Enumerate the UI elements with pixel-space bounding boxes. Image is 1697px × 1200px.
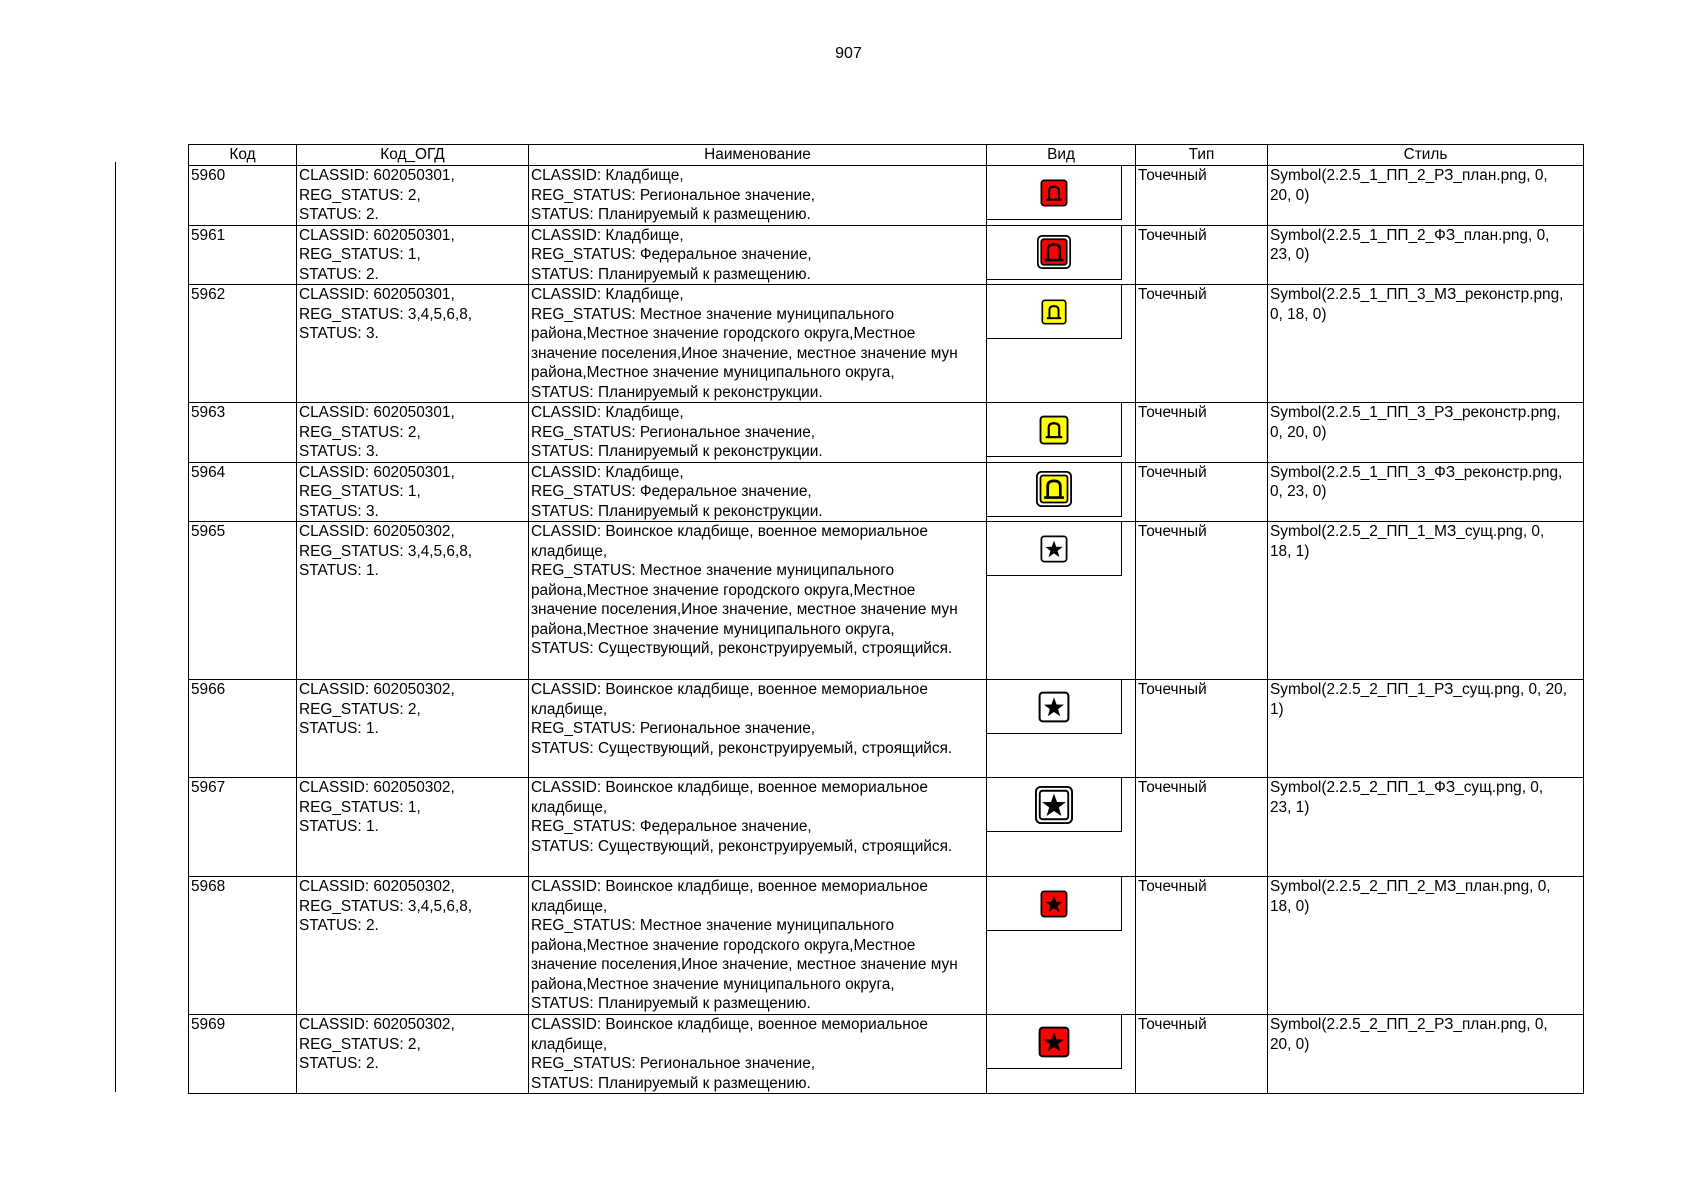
ogd-code-cell: CLASSID: 602050301, REG_STATUS: 2, STATUS: 3. bbox=[297, 403, 529, 463]
symbol-preview-box bbox=[987, 522, 1122, 576]
symbol-preview-box bbox=[987, 1015, 1122, 1069]
ogd-code-cell: CLASSID: 602050302, REG_STATUS: 3,4,5,6,8, STATUS: 1. bbox=[297, 522, 529, 680]
column-header-name: Наименование bbox=[529, 145, 987, 166]
view-cell bbox=[987, 522, 1136, 680]
name-cell: CLASSID: Воинское кладбище, военное мемориальное кладбище, REG_STATUS: Местное значение муниципального района,Местное значение городского округа,Местное значение поселения,Иное значение, местное значение мун района,Местное значение муниципального округа, STATUS: Планируемый к размещению. bbox=[529, 877, 987, 1015]
ogd-code-cell: CLASSID: 602050302, REG_STATUS: 3,4,5,6,8, STATUS: 2. bbox=[297, 877, 529, 1015]
type-cell: Точечный bbox=[1136, 225, 1268, 285]
cemetery-reconstruction-local-icon bbox=[1041, 299, 1067, 325]
type-cell: Точечный bbox=[1136, 462, 1268, 522]
column-header-type: Тип bbox=[1136, 145, 1268, 166]
table-row bbox=[189, 778, 1584, 877]
military-cemetery-planned-regional-icon bbox=[1038, 1026, 1070, 1058]
style-cell: Symbol(2.2.5_2_ПП_1_ФЗ_сущ.png, 0, 23, 1) bbox=[1268, 778, 1584, 877]
table-row bbox=[189, 403, 1584, 463]
view-cell bbox=[987, 778, 1136, 877]
name-cell: CLASSID: Кладбище, REG_STATUS: Федеральное значение, STATUS: Планируемый к реконструкции. bbox=[529, 462, 987, 522]
style-cell: Symbol(2.2.5_2_ПП_1_МЗ_сущ.png, 0, 18, 1) bbox=[1268, 522, 1584, 680]
style-cell: Symbol(2.2.5_1_ПП_3_РЗ_реконстр.png, 0, 20, 0) bbox=[1268, 403, 1584, 463]
view-cell bbox=[987, 166, 1136, 226]
style-cell: Symbol(2.2.5_2_ПП_1_РЗ_сущ.png, 0, 20, 1) bbox=[1268, 680, 1584, 778]
symbol-preview-box bbox=[987, 778, 1122, 832]
table-row bbox=[189, 285, 1584, 403]
symbol-preview-box bbox=[987, 877, 1122, 931]
military-cemetery-existing-local-icon bbox=[1040, 535, 1068, 563]
name-cell: CLASSID: Воинское кладбище, военное мемориальное кладбище, REG_STATUS: Региональное значение, STATUS: Существующий, реконструируемый, строящийся. bbox=[529, 680, 987, 778]
code-cell: 5963 bbox=[189, 403, 297, 463]
cemetery-planned-federal-icon bbox=[1037, 235, 1071, 269]
code-cell: 5966 bbox=[189, 680, 297, 778]
cemetery-reconstruction-regional-icon bbox=[1039, 415, 1069, 445]
cemetery-reconstruction-federal-icon bbox=[1036, 471, 1072, 507]
table-row bbox=[189, 1015, 1584, 1094]
style-cell: Symbol(2.2.5_1_ПП_3_ФЗ_реконстр.png, 0, 23, 0) bbox=[1268, 462, 1584, 522]
code-cell: 5965 bbox=[189, 522, 297, 680]
table-header-row bbox=[189, 145, 1584, 166]
type-cell: Точечный bbox=[1136, 285, 1268, 403]
column-header-code: Код bbox=[189, 145, 297, 166]
name-cell: CLASSID: Кладбище, REG_STATUS: Региональное значение, STATUS: Планируемый к реконструкции. bbox=[529, 403, 987, 463]
view-cell bbox=[987, 285, 1136, 403]
code-cell: 5962 bbox=[189, 285, 297, 403]
name-cell: CLASSID: Кладбище, REG_STATUS: Региональное значение, STATUS: Планируемый к размещению. bbox=[529, 166, 987, 226]
name-cell: CLASSID: Воинское кладбище, военное мемориальное кладбище, REG_STATUS: Федеральное значение, STATUS: Существующий, реконструируемый, строящийся. bbox=[529, 778, 987, 877]
military-cemetery-existing-regional-icon bbox=[1038, 691, 1070, 723]
symbol-preview-box bbox=[987, 226, 1122, 280]
symbol-preview-box bbox=[987, 463, 1122, 517]
symbol-table bbox=[188, 144, 1584, 1094]
type-cell: Точечный bbox=[1136, 877, 1268, 1015]
margin-line bbox=[115, 162, 116, 1092]
name-cell: CLASSID: Воинское кладбище, военное мемориальное кладбище, REG_STATUS: Местное значение муниципального района,Местное значение городского округа,Местное значение поселения,Иное значение, местное значение мун района,Местное значение муниципального округа, STATUS: Существующий, реконструируемый, строящийся. bbox=[529, 522, 987, 680]
view-cell bbox=[987, 680, 1136, 778]
style-cell: Symbol(2.2.5_1_ПП_2_РЗ_план.png, 0, 20, 0) bbox=[1268, 166, 1584, 226]
table-row bbox=[189, 166, 1584, 226]
cemetery-planned-regional-icon bbox=[1040, 179, 1068, 207]
ogd-code-cell: CLASSID: 602050302, REG_STATUS: 2, STATUS: 2. bbox=[297, 1015, 529, 1094]
column-header-view: Вид bbox=[987, 145, 1136, 166]
symbol-preview-box bbox=[987, 285, 1122, 339]
name-cell: CLASSID: Воинское кладбище, военное мемориальное кладбище, REG_STATUS: Региональное значение, STATUS: Планируемый к размещению. bbox=[529, 1015, 987, 1094]
style-cell: Symbol(2.2.5_1_ПП_3_МЗ_реконстр.png, 0, 18, 0) bbox=[1268, 285, 1584, 403]
military-cemetery-existing-federal-icon bbox=[1035, 786, 1073, 824]
military-cemetery-planned-local-icon bbox=[1040, 890, 1068, 918]
type-cell: Точечный bbox=[1136, 522, 1268, 680]
ogd-code-cell: CLASSID: 602050301, REG_STATUS: 1, STATUS: 2. bbox=[297, 225, 529, 285]
type-cell: Точечный bbox=[1136, 403, 1268, 463]
view-cell bbox=[987, 403, 1136, 463]
page-number: 907 bbox=[835, 45, 862, 62]
code-cell: 5960 bbox=[189, 166, 297, 226]
table-row bbox=[189, 462, 1584, 522]
table-row bbox=[189, 877, 1584, 1015]
symbol-preview-box bbox=[987, 403, 1122, 457]
view-cell bbox=[987, 877, 1136, 1015]
ogd-code-cell: CLASSID: 602050301, REG_STATUS: 2, STATUS: 2. bbox=[297, 166, 529, 226]
style-cell: Symbol(2.2.5_2_ПП_2_РЗ_план.png, 0, 20, 0) bbox=[1268, 1015, 1584, 1094]
type-cell: Точечный bbox=[1136, 1015, 1268, 1094]
name-cell: CLASSID: Кладбище, REG_STATUS: Федеральное значение, STATUS: Планируемый к размещению. bbox=[529, 225, 987, 285]
code-cell: 5961 bbox=[189, 225, 297, 285]
ogd-code-cell: CLASSID: 602050301, REG_STATUS: 3,4,5,6,8, STATUS: 3. bbox=[297, 285, 529, 403]
view-cell bbox=[987, 225, 1136, 285]
style-cell: Symbol(2.2.5_2_ПП_2_МЗ_план.png, 0, 18, 0) bbox=[1268, 877, 1584, 1015]
code-cell: 5969 bbox=[189, 1015, 297, 1094]
ogd-code-cell: CLASSID: 602050302, REG_STATUS: 1, STATUS: 1. bbox=[297, 778, 529, 877]
code-cell: 5967 bbox=[189, 778, 297, 877]
table-row bbox=[189, 522, 1584, 680]
view-cell bbox=[987, 462, 1136, 522]
type-cell: Точечный bbox=[1136, 680, 1268, 778]
column-header-ogd-code: Код_ОГД bbox=[297, 145, 529, 166]
name-cell: CLASSID: Кладбище, REG_STATUS: Местное значение муниципального района,Местное значение городского округа,Местное значение поселения,Иное значение, местное значение мун района,Местное значение муниципального округа, STATUS: Планируемый к реконструкции. bbox=[529, 285, 987, 403]
type-cell: Точечный bbox=[1136, 166, 1268, 226]
view-cell bbox=[987, 1015, 1136, 1094]
code-cell: 5968 bbox=[189, 877, 297, 1015]
ogd-code-cell: CLASSID: 602050302, REG_STATUS: 2, STATUS: 1. bbox=[297, 680, 529, 778]
type-cell: Точечный bbox=[1136, 778, 1268, 877]
code-cell: 5964 bbox=[189, 462, 297, 522]
symbol-preview-box bbox=[987, 166, 1122, 220]
column-header-style: Стиль bbox=[1268, 145, 1584, 166]
style-cell: Symbol(2.2.5_1_ПП_2_ФЗ_план.png, 0, 23, 0) bbox=[1268, 225, 1584, 285]
table-row bbox=[189, 225, 1584, 285]
ogd-code-cell: CLASSID: 602050301, REG_STATUS: 1, STATUS: 3. bbox=[297, 462, 529, 522]
symbol-preview-box bbox=[987, 680, 1122, 734]
table-row bbox=[189, 680, 1584, 778]
